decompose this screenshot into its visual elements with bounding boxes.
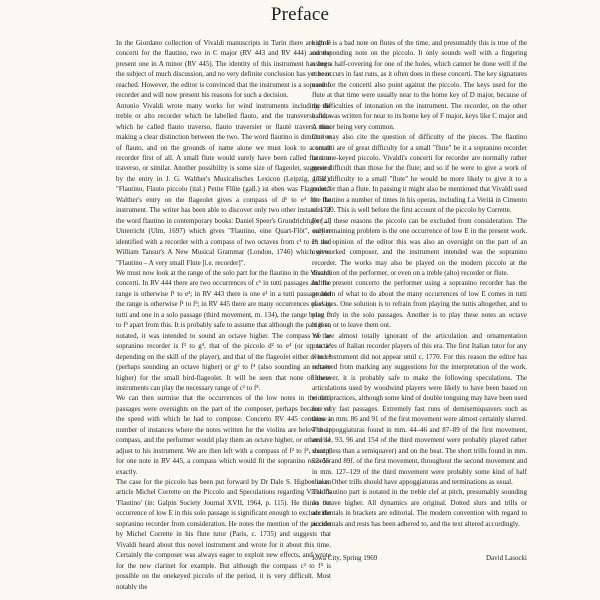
paragraph: high F is a bad note on flutes of the time, and presumably this is true of the corresponding note on the piccolo. It only sounds well with a fingering using a half-covering for one of the holes, which cannot be done well if the note occurs in fast runs, as it often does in these concerti. The key signatures used for the concerti also point against the piccolo. The keys used for the flute at that time were usually near to the home key of D major, because of the difficulties of intonation on the instrument. The recorder, on the other hand, was written for near to its home key of F major, keys like C major and A minor being very common. (312, 39, 527, 131)
paragraph: The case for the piccolo has been put forward by Dr Dale S. Higbee in an article Michel Corrette on the Piccolo and Speculations regarding Vivaldi's 'Flautino' (in: Galpin Society Journal XVII, 1964, p. 115). He thinks the occurrence of low E in this solo passage is significant enough to exclude the sopranino recorder from consideration. He notes the mention of the piccolo by Michel Corrette in his flute tutor (Paris, c. 1735) and suggests that Vivaldi heard about this novel instrument and wrote for it about this time. Certainly the composer was always eager to exploit new effects, and wrote for the new clarinet for example. But although the compass c² to f⁴ is possible on the onekeyed piccolo of the period, it is very difficult. Most notably the (116, 478, 331, 590)
page-title: Preface (270, 4, 330, 25)
paragraph: For all these reasons the piccolo can be excluded from consideration. The only remaining problem is the one occurrence of low E in the present work. In the opinion of the editor this was also an oversight on the part of an overworked composer, and the instrument intended was the sopranino recorder. The works may also be played on the modern piccolo at the discretion of the performer, or even on a treble (alto) recorder or flute. (312, 216, 527, 277)
paragraph: Antonio Vivaldi wrote many works for wind instruments including the treble or alto recorder which he labelled flauto, and the transverse flute which he called flauto traverso, flauto traversier or flauté travers, thus making a clear distinction between the two. The word flautino is diminutive of flauto, and on the grounds of name alone we must look to a small recorder first of all. A small flute would surely have been called flautino traverso, or similar. Another possibility is some size of flageolet, suggested by the entry in J. G. Walther's Musicalisches Lexicon (Leipzig, 1732): "Flautino, Flauto piccolo (ital.) Petite Flûte (gall.) ist eben was Flageolet." Walther's entry on the flageolet gives a compass of d¹ to e³ for the instrument. The writer has been able to discover only two other instances of the word flautino in contemporary books: Daniel Speer's Grundrichtiger [...] Unterricht (Ulm, 1697) which gives "Flautino, eine Quart-Flöt", earlier identified with a recorder with a compass of two octaves from c¹ to c³; and William Tansur's A New Musical Grammar (London, 1746) which gives "Flautino – A very small Flute [i.e. recorder]". (116, 101, 331, 267)
paragraph: In the present concerto the performer using a sopranino recorder has the problem of what to do about the many occurrences of low E comes in tutti passages. One solution is to refrain from playing the tuttis altogether, and to play only in the solo passages. Another is to play these notes an octave higher, or to leave them out. (312, 279, 527, 330)
paragraph: We must now look at the range of the solo part for the flautino in the Vivaldi concerti. In RV 444 there are two occurrences of c¹ in tutti passages and the range is otherwise f¹ to e³; in RV 443 there is one e¹ in a tutti passage and the range is otherwise f¹ to f³; in RV 445 there are many occurrences of e¹ in tutti and one in a solo passage (third movement, m. 134), the range being f¹ to f³ apart from this. It is probably safe to assume that although the part is so notated, it was intended to sound an octave higher. The compass of the sopranino recorder is f² to g⁴, that of the piccolo d² to e⁴ (or up to a⁴ depending on the skill of the player), and that of the flageolet either d² to e⁴ (perhaps sounding an octave higher) or g² to f⁴ (also sounding an octave higher) for the small bird-flageolet. It will be seen that none of these instruments can play the necessary range of c² to f⁴. (116, 268, 331, 392)
paragraph: We are almost totally ignorant of the articulation and ornamentation practices of Italian recorder players of this era. The first Italian tutor for any wind instrument did not appear until c. 1770. For this reason the editor has refrained from marking any suggestions for the interpretation of the work. However, it is probably safe to make the following speculations. The articulations used by woodwind players were likely to have been based on violin practices, although some kind of double tonguing may have been used for very fast passages. Extremely fast runs of demisemiquavers such as those in mm. 86 and 91 of the first movement were almost certainly slurred. The appoggiaturas found in mm. 44–46 and 87–89 of the first movement, and 11, 93, 96 and 154 of the third movement were probably played rather short (less than a semiquaver) and on the beat. The short trills found in mm. 52–55 and 89f. of the first movement, throughout the second movement and in mm. 127–129 of the third movement were probably some kind of half shake. Other trills should have appoggiaturas and terminations as usual. (312, 331, 527, 487)
paragraph: In the Giordano collection of Vivaldi manuscripts in Turin there are three concerti for the flautino, two in C major (RV 443 and RV 444) and the present one in A minor (RV 445). The identity of this instrument has been the subject of much discussion, and no very definite conclusion has yet been reached. However, the editor is convinced that the instrument is a sopranino recorder and will now present his reasons for such a decision. (116, 39, 331, 100)
paragraph: We can then surmise that the occurrences of the low notes in the tutti passages were oversights on the part of the composer, perhaps because of the speed with which he had to compose. Concerto RV 445 contains a number of instances where the notes written for the violins are below their compass, and the performer would play them an octave higher, or otherwise adjust to his instrument. We are then left with a compass of f² to f⁴, except for one note in RV 445, a compass which would fit the sopranino recorder exactly. (116, 394, 331, 476)
right-column (312, 38, 527, 544)
paragraph: The flautino part is notated in the treble clef at pitch, presumably sounding an octave higher. All dynamics are original. Dotted slurs and trills or accidentals in brackets are editorial. The modern convention with regard to accidentals and rests has been adhered to, and the text altered accordingly. (312, 488, 527, 528)
signature-place-date: Iowa City, Spring 1969 (312, 554, 378, 562)
left-column (116, 38, 331, 590)
signature-author: David Lasocki (485, 554, 527, 562)
paragraph: One may also cite the question of difficulty of the pieces. The flautino concerti are of great difficulty for a small "flute" be it a sopranino recorder or a one-keyed piccolo. Vivaldi's concerti for recorder are normally rather more difficult than those for the flute; and so if he were to give a work of great difficulty to a small "flute" he would be more likely to give it to a recorder than a flute. In passing it might also be mentioned that Vivaldi used the flautino a number of times in his operas, including La Verità in Cimento of 1720. This is well before the first account of the piccolo by Corrette. (312, 133, 527, 215)
